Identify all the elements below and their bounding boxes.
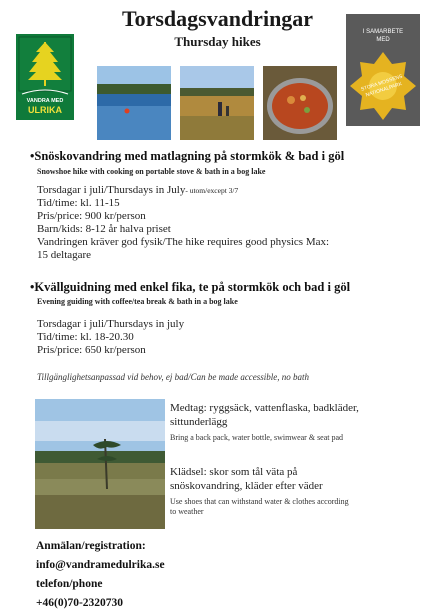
cooking-pot-photo — [263, 66, 337, 140]
vandra-med-ulrika-logo — [16, 34, 74, 120]
bog-landscape-photo — [35, 399, 165, 529]
hike1-price: Pris/price: 900 kr/person — [37, 210, 146, 222]
accessibility-note: Tillgänglighetsanpassad vid behov, ej bad/Can be made accessible, no bath — [37, 372, 310, 382]
hike1-kids: Barn/kids: 8-12 år halva priset — [37, 223, 171, 235]
contact-email[interactable]: info@vandramedulrika.se — [36, 559, 165, 571]
logo-right-line1: I SAMARBETE — [362, 29, 404, 35]
logo-right-badge-text: STORA MOSSENS NATIONALPARK — [360, 73, 404, 99]
bring-en: Bring a back pack, water bottle, swimwear & seat pad — [170, 433, 344, 442]
hike1-when — [37, 184, 238, 197]
page-title: Torsdagsvandringar — [121, 6, 314, 31]
stora-mossens-nationalpark-logo — [346, 14, 420, 126]
hike1-time: Tid/time: kl. 11-15 — [37, 197, 120, 209]
logo-left-line1: VANDRA MED — [26, 98, 64, 104]
clothes-en-line1: Use shoes that can withstand water & clothes according — [170, 497, 349, 506]
logo-right-line2: MED — [376, 37, 390, 43]
hike1-heading: •Snöskovandring med matlagning på stormkök & bad i göl — [30, 149, 345, 163]
hike2-price: Pris/price: 650 kr/person — [37, 344, 146, 356]
bring-sv-line1: Medtag: ryggsäck, vattenflaska, badkläder, — [170, 402, 359, 414]
registration-label: Anmälan/registration: — [36, 540, 146, 552]
page-subtitle: Thursday hikes — [174, 34, 261, 49]
hike1-subheading: Snowshoe hike with cooking on portable stove & bath in a bog lake — [37, 167, 266, 176]
hike2-time: Tid/time: kl. 18-20.30 — [37, 331, 134, 343]
hike1-physics-line2: 15 deltagare — [37, 249, 92, 261]
hike1-heading-text: Snöskovandring med matlagning på stormkök & bad i göl — [34, 149, 345, 163]
clothes-en-line2: to weather — [170, 507, 204, 516]
hike2-subheading: Evening guiding with coffee/tea break & bath in a bog lake — [37, 297, 238, 306]
clothes-sv-line2: snöskovandring, kläder efter väder — [170, 480, 323, 492]
bog-hikers-photo — [180, 66, 254, 140]
contact-phone[interactable]: +46(0)70-2320730 — [36, 597, 124, 609]
phone-label: telefon/phone — [36, 578, 103, 590]
hike1-when-text: Torsdagar i juli/Thursdays in July — [37, 184, 186, 196]
clothes-sv-line1: Klädsel: skor som tål väta på — [170, 466, 298, 478]
logo-left-line2: ULRIKA — [28, 105, 62, 115]
hike2-when: Torsdagar i juli/Thursdays in july — [37, 318, 185, 330]
bring-sv-line2: sittunderlägg — [170, 416, 228, 428]
lake-swim-photo — [97, 66, 171, 140]
hike2-heading: •Kvällguidning med enkel fika, te på stormkök och bad i göl — [30, 280, 351, 294]
hike1-when-note: - utom/except 3/7 — [185, 186, 239, 195]
hike2-heading-text: Kvällguidning med enkel fika, te på stormkök och bad i göl — [34, 280, 351, 294]
hike1-physics-line1: Vandringen kräver god fysik/The hike requires good physics Max: — [37, 236, 330, 248]
